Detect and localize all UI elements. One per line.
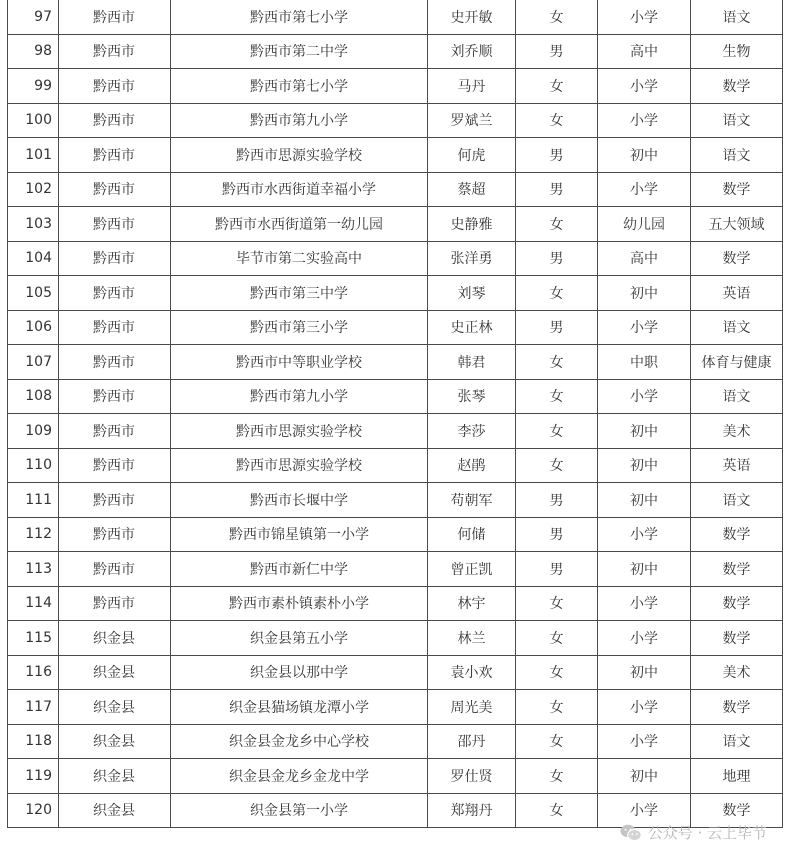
cell-subject: 语文 xyxy=(691,103,783,138)
cell-school: 黔西市思源实验学校 xyxy=(171,448,428,483)
cell-no: 108 xyxy=(8,379,59,414)
cell-school: 黔西市思源实验学校 xyxy=(171,414,428,449)
cell-region: 黔西市 xyxy=(59,207,171,242)
cell-school: 黔西市中等职业学校 xyxy=(171,345,428,380)
cell-school: 黔西市长堰中学 xyxy=(171,483,428,518)
cell-school: 织金县以那中学 xyxy=(171,655,428,690)
cell-level: 幼儿园 xyxy=(598,207,691,242)
cell-level: 高中 xyxy=(598,241,691,276)
cell-gender: 女 xyxy=(516,345,598,380)
table-body xyxy=(8,0,783,828)
cell-level: 小学 xyxy=(598,310,691,345)
cell-school: 织金县金龙乡中心学校 xyxy=(171,724,428,759)
cell-region: 黔西市 xyxy=(59,379,171,414)
table-row xyxy=(8,483,783,518)
cell-no: 115 xyxy=(8,621,59,656)
table-row xyxy=(8,690,783,725)
cell-gender: 女 xyxy=(516,793,598,828)
cell-no: 101 xyxy=(8,138,59,173)
cell-subject: 美术 xyxy=(691,655,783,690)
cell-school: 织金县猫场镇龙潭小学 xyxy=(171,690,428,725)
cell-gender: 女 xyxy=(516,724,598,759)
cell-subject: 美术 xyxy=(691,414,783,449)
cell-region: 黔西市 xyxy=(59,138,171,173)
cell-region: 黔西市 xyxy=(59,552,171,587)
cell-gender: 男 xyxy=(516,241,598,276)
cell-name: 史静雅 xyxy=(428,207,516,242)
cell-gender: 女 xyxy=(516,379,598,414)
cell-name: 赵鹃 xyxy=(428,448,516,483)
cell-no: 104 xyxy=(8,241,59,276)
cell-subject: 语文 xyxy=(691,138,783,173)
cell-level: 小学 xyxy=(598,69,691,104)
cell-gender: 女 xyxy=(516,414,598,449)
cell-name: 罗斌兰 xyxy=(428,103,516,138)
cell-subject: 数学 xyxy=(691,690,783,725)
cell-region: 黔西市 xyxy=(59,172,171,207)
cell-level: 小学 xyxy=(598,793,691,828)
cell-subject: 语文 xyxy=(691,0,783,34)
cell-subject: 英语 xyxy=(691,448,783,483)
cell-subject: 英语 xyxy=(691,276,783,311)
cell-school: 黔西市思源实验学校 xyxy=(171,138,428,173)
cell-subject: 数学 xyxy=(691,586,783,621)
table-row xyxy=(8,552,783,587)
cell-level: 初中 xyxy=(598,138,691,173)
cell-region: 织金县 xyxy=(59,655,171,690)
cell-name: 张洋勇 xyxy=(428,241,516,276)
cell-school: 黔西市第三小学 xyxy=(171,310,428,345)
cell-no: 110 xyxy=(8,448,59,483)
cell-no: 100 xyxy=(8,103,59,138)
cell-level: 中职 xyxy=(598,345,691,380)
cell-region: 黔西市 xyxy=(59,276,171,311)
cell-level: 初中 xyxy=(598,414,691,449)
table-row xyxy=(8,276,783,311)
cell-subject: 数学 xyxy=(691,69,783,104)
cell-subject: 生物 xyxy=(691,34,783,69)
cell-name: 马丹 xyxy=(428,69,516,104)
cell-region: 黔西市 xyxy=(59,0,171,34)
cell-gender: 女 xyxy=(516,621,598,656)
cell-no: 117 xyxy=(8,690,59,725)
cell-name: 何储 xyxy=(428,517,516,552)
cell-region: 黔西市 xyxy=(59,483,171,518)
cell-no: 113 xyxy=(8,552,59,587)
cell-name: 刘乔顺 xyxy=(428,34,516,69)
cell-gender: 女 xyxy=(516,655,598,690)
cell-no: 118 xyxy=(8,724,59,759)
cell-name: 张琴 xyxy=(428,379,516,414)
cell-school: 黔西市锦星镇第一小学 xyxy=(171,517,428,552)
cell-level: 小学 xyxy=(598,103,691,138)
cell-region: 黔西市 xyxy=(59,34,171,69)
cell-level: 小学 xyxy=(598,172,691,207)
cell-gender: 男 xyxy=(516,34,598,69)
cell-level: 小学 xyxy=(598,379,691,414)
cell-region: 黔西市 xyxy=(59,69,171,104)
cell-gender: 男 xyxy=(516,310,598,345)
table-row xyxy=(8,621,783,656)
cell-level: 初中 xyxy=(598,655,691,690)
cell-name: 林宇 xyxy=(428,586,516,621)
cell-gender: 女 xyxy=(516,69,598,104)
table-row xyxy=(8,448,783,483)
table-row xyxy=(8,310,783,345)
cell-subject: 数学 xyxy=(691,793,783,828)
cell-school: 黔西市素朴镇素朴小学 xyxy=(171,586,428,621)
cell-name: 周光美 xyxy=(428,690,516,725)
cell-level: 小学 xyxy=(598,517,691,552)
table-row xyxy=(8,793,783,828)
cell-region: 黔西市 xyxy=(59,448,171,483)
cell-name: 何虎 xyxy=(428,138,516,173)
cell-school: 黔西市水西街道第一幼儿园 xyxy=(171,207,428,242)
cell-gender: 女 xyxy=(516,276,598,311)
cell-region: 黔西市 xyxy=(59,345,171,380)
cell-level: 小学 xyxy=(598,0,691,34)
cell-subject: 语文 xyxy=(691,310,783,345)
cell-no: 103 xyxy=(8,207,59,242)
cell-name: 郑翔丹 xyxy=(428,793,516,828)
cell-name: 刘琴 xyxy=(428,276,516,311)
cell-level: 初中 xyxy=(598,483,691,518)
cell-name: 韩君 xyxy=(428,345,516,380)
cell-no: 109 xyxy=(8,414,59,449)
cell-region: 黔西市 xyxy=(59,103,171,138)
cell-level: 初中 xyxy=(598,448,691,483)
cell-no: 105 xyxy=(8,276,59,311)
cell-no: 116 xyxy=(8,655,59,690)
cell-gender: 女 xyxy=(516,759,598,794)
cell-level: 初中 xyxy=(598,276,691,311)
cell-level: 初中 xyxy=(598,552,691,587)
cell-school: 织金县第五小学 xyxy=(171,621,428,656)
cell-gender: 女 xyxy=(516,0,598,34)
cell-subject: 语文 xyxy=(691,483,783,518)
table-row xyxy=(8,0,783,34)
cell-level: 小学 xyxy=(598,621,691,656)
table-row xyxy=(8,345,783,380)
cell-school: 织金县第一小学 xyxy=(171,793,428,828)
cell-school: 黔西市第七小学 xyxy=(171,69,428,104)
cell-level: 小学 xyxy=(598,690,691,725)
cell-no: 119 xyxy=(8,759,59,794)
watermark-text: 公众号 · 云上毕节 xyxy=(647,824,767,842)
cell-school: 黔西市第二中学 xyxy=(171,34,428,69)
cell-subject: 语文 xyxy=(691,724,783,759)
table-row xyxy=(8,69,783,104)
cell-name: 袁小欢 xyxy=(428,655,516,690)
table-row xyxy=(8,103,783,138)
cell-no: 120 xyxy=(8,793,59,828)
cell-region: 黔西市 xyxy=(59,310,171,345)
cell-name: 史正林 xyxy=(428,310,516,345)
cell-region: 织金县 xyxy=(59,793,171,828)
cell-subject: 数学 xyxy=(691,241,783,276)
cell-no: 107 xyxy=(8,345,59,380)
cell-no: 114 xyxy=(8,586,59,621)
cell-level: 小学 xyxy=(598,724,691,759)
cell-region: 织金县 xyxy=(59,621,171,656)
cell-school: 织金县金龙乡金龙中学 xyxy=(171,759,428,794)
cell-no: 111 xyxy=(8,483,59,518)
cell-name: 邵丹 xyxy=(428,724,516,759)
table-row xyxy=(8,379,783,414)
cell-gender: 男 xyxy=(516,483,598,518)
cell-school: 黔西市第七小学 xyxy=(171,0,428,34)
cell-subject: 数学 xyxy=(691,621,783,656)
cell-name: 林兰 xyxy=(428,621,516,656)
cell-gender: 男 xyxy=(516,172,598,207)
table-row xyxy=(8,655,783,690)
cell-region: 黔西市 xyxy=(59,517,171,552)
cell-school: 黔西市第三中学 xyxy=(171,276,428,311)
cell-subject: 数学 xyxy=(691,517,783,552)
cell-region: 黔西市 xyxy=(59,586,171,621)
cell-school: 黔西市水西街道幸福小学 xyxy=(171,172,428,207)
table-row xyxy=(8,172,783,207)
cell-gender: 女 xyxy=(516,586,598,621)
cell-subject: 五大领域 xyxy=(691,207,783,242)
cell-no: 98 xyxy=(8,34,59,69)
cell-subject: 语文 xyxy=(691,379,783,414)
table-row xyxy=(8,241,783,276)
cell-gender: 男 xyxy=(516,138,598,173)
teacher-table xyxy=(7,0,783,828)
cell-no: 97 xyxy=(8,0,59,34)
cell-no: 102 xyxy=(8,172,59,207)
cell-school: 黔西市第九小学 xyxy=(171,103,428,138)
cell-name: 罗仕贤 xyxy=(428,759,516,794)
cell-school: 黔西市第九小学 xyxy=(171,379,428,414)
cell-gender: 女 xyxy=(516,103,598,138)
cell-no: 112 xyxy=(8,517,59,552)
cell-region: 织金县 xyxy=(59,759,171,794)
cell-region: 织金县 xyxy=(59,724,171,759)
cell-name: 苟朝军 xyxy=(428,483,516,518)
cell-school: 毕节市第二实验高中 xyxy=(171,241,428,276)
cell-gender: 男 xyxy=(516,552,598,587)
cell-subject: 数学 xyxy=(691,172,783,207)
cell-name: 蔡超 xyxy=(428,172,516,207)
table-row xyxy=(8,759,783,794)
cell-school: 黔西市新仁中学 xyxy=(171,552,428,587)
cell-region: 黔西市 xyxy=(59,414,171,449)
cell-region: 织金县 xyxy=(59,690,171,725)
cell-gender: 女 xyxy=(516,690,598,725)
cell-no: 99 xyxy=(8,69,59,104)
table-row xyxy=(8,414,783,449)
cell-level: 高中 xyxy=(598,34,691,69)
cell-gender: 女 xyxy=(516,207,598,242)
table-row xyxy=(8,207,783,242)
table-row xyxy=(8,586,783,621)
table-row xyxy=(8,34,783,69)
cell-gender: 女 xyxy=(516,448,598,483)
cell-name: 曾正凯 xyxy=(428,552,516,587)
cell-name: 史开敏 xyxy=(428,0,516,34)
cell-level: 初中 xyxy=(598,759,691,794)
cell-subject: 数学 xyxy=(691,552,783,587)
cell-name: 李莎 xyxy=(428,414,516,449)
cell-subject: 地理 xyxy=(691,759,783,794)
cell-gender: 男 xyxy=(516,517,598,552)
table-row xyxy=(8,138,783,173)
cell-level: 小学 xyxy=(598,586,691,621)
table-row xyxy=(8,724,783,759)
cell-subject: 体育与健康 xyxy=(691,345,783,380)
cell-no: 106 xyxy=(8,310,59,345)
table-row xyxy=(8,517,783,552)
cell-region: 黔西市 xyxy=(59,241,171,276)
